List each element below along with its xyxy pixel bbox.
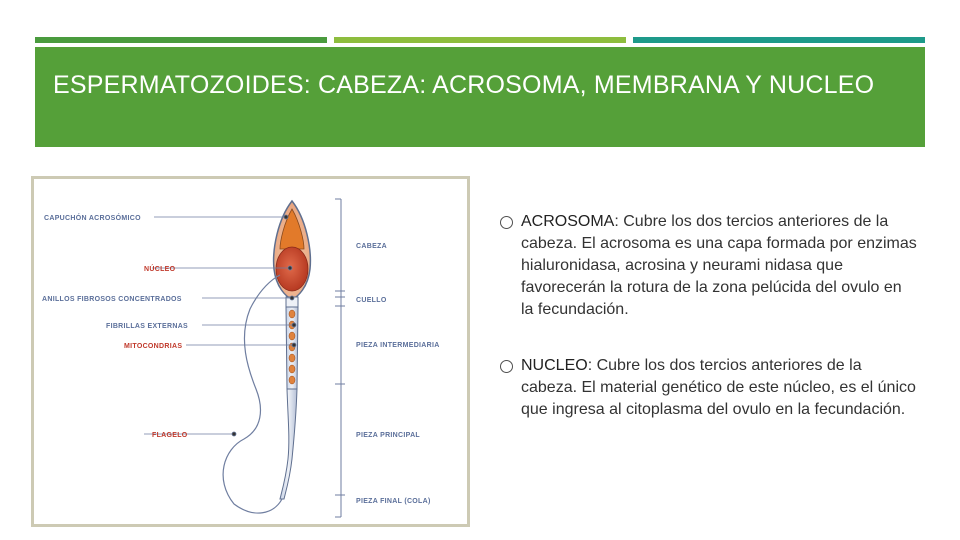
sperm-diagram-figure <box>31 176 470 527</box>
sperm-midpiece <box>286 307 298 389</box>
label-acrosomal-cap: CAPUCHÓN ACROSÓMICO <box>44 215 141 222</box>
bullet-circle-icon <box>500 360 513 373</box>
label-external-fibrils: FIBRILLAS EXTERNAS <box>106 323 189 330</box>
slide-title: ESPERMATOZOIDES: CABEZA: ACROSOMA, MEMBRANA Y NUCLEO <box>53 71 875 99</box>
accent-bar-2 <box>334 37 626 43</box>
label-principal-piece: PIEZA PRINCIPAL <box>356 432 421 439</box>
label-mitochondria: MITOCONDRIAS <box>124 343 183 350</box>
bullet-acrosoma <box>498 211 918 321</box>
bullet-nucleo <box>498 355 918 421</box>
accent-bar-1 <box>35 37 327 43</box>
bullet-term: ACROSOMA <box>521 213 615 230</box>
label-end-piece: PIEZA FINAL (COLA) <box>356 498 431 505</box>
label-neck: CUELLO <box>356 297 387 304</box>
bullet-term: NUCLEO <box>521 357 588 374</box>
flagellum-curve <box>223 275 282 513</box>
label-fibrous-rings: ANILLOS FIBROSOS CONCENTRADOS <box>42 296 182 303</box>
label-flagellum: FLAGELO <box>152 432 188 439</box>
region-bracket <box>335 199 345 517</box>
title-band <box>35 47 925 147</box>
bullet-text: : Cubre los dos tercios anteriores de la cabeza. El material genético de este núcleo, es el único que ingresa al citoplasma del ovulo en la fecundación. <box>521 357 916 418</box>
bullet-list <box>498 211 918 421</box>
accent-bar-3 <box>633 37 925 43</box>
sperm-diagram-illustration <box>34 179 467 524</box>
bullet-circle-icon <box>500 216 513 229</box>
sperm-head <box>274 201 311 299</box>
label-head: CABEZA <box>356 243 387 250</box>
label-midpiece: PIEZA INTERMEDIARIA <box>356 342 440 349</box>
bullet-text: : Cubre los dos tercios anteriores de la cabeza. El acrosoma es una capa formada por enzimas hialuronidasa, acrosina y neurami nidasa que favorecerán la rotura de la zona pelúcida del ovulo en la fecundación. <box>521 213 917 318</box>
sperm-principal-piece <box>280 389 297 499</box>
label-nucleus: NÚCLEO <box>144 266 176 273</box>
